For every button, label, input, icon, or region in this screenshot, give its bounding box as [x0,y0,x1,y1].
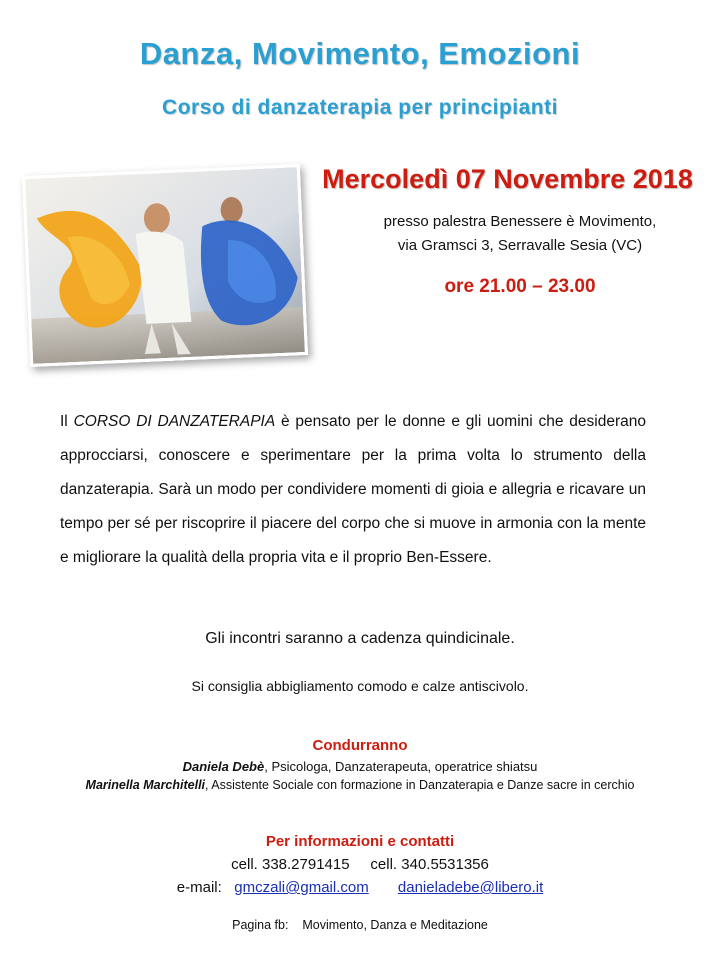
description-text: è pensato per le donne e gli uomini che desiderano approcciarsi, conoscere e sperimentare per la prima volta lo strumento della danzaterapia. Sarà un modo per condividere momenti di gioia e allegria e ricavare un tempo per sé per riscoprire il piacere del corpo che si muove in armonia con la mente e migliorare la qualità della propria vita e il proprio Ben-Essere. [60,413,647,566]
page-title: Danza, Movimento, Emozioni [139,36,581,71]
email-label: e-mail: [176,879,222,896]
leader-2-role: , Assistente Sociale con formazione in Danzaterapia e Danze sacre in cerchio [205,778,635,792]
email-link-2[interactable]: danieladebe@libero.it [397,879,544,896]
leader-1-name: Daniela Debè [182,759,265,774]
venue-address: via Gramsci 3, Serravalle Sesia (VC) [397,237,643,254]
dancers-image [25,167,305,364]
email-link-1[interactable]: gmczali@gmail.com [234,879,369,896]
facebook-page: Movimento, Danza e Meditazione [302,918,488,932]
description-prefix: Il [60,413,74,430]
clothing-note: Si consiglia abbigliamento comodo e calze antiscivolo. [191,678,529,694]
leader-2-name: Marinella Marchitelli [85,778,206,792]
venue-name: presso palestra Benessere è Movimento, [383,213,657,230]
leaders-heading: Condurranno [312,737,408,754]
contacts-heading: Per informazioni e contatti [265,833,455,850]
facebook-line [0,918,720,932]
frequency-note: Gli incontri saranno a cadenza quindicinale. [205,630,515,647]
phone-numbers: cell. 338.2791415 cell. 340.5531356 [231,856,489,873]
event-date: Mercoledì 07 Novembre 2018 [322,164,693,194]
leader-1-role: , Psicologa, Danzaterapeuta, operatrice shiatsu [264,759,538,774]
leader-2 [0,778,720,792]
course-description [60,405,646,575]
event-hours: ore 21.00 – 23.00 [444,276,596,297]
facebook-label: Pagina fb: [232,918,289,932]
email-line [0,879,720,896]
dance-photo [22,164,308,367]
leader-1 [0,759,720,774]
page-subtitle: Corso di danzaterapia per principianti [162,96,558,119]
course-name: CORSO DI DANZATERAPIA [73,413,276,430]
